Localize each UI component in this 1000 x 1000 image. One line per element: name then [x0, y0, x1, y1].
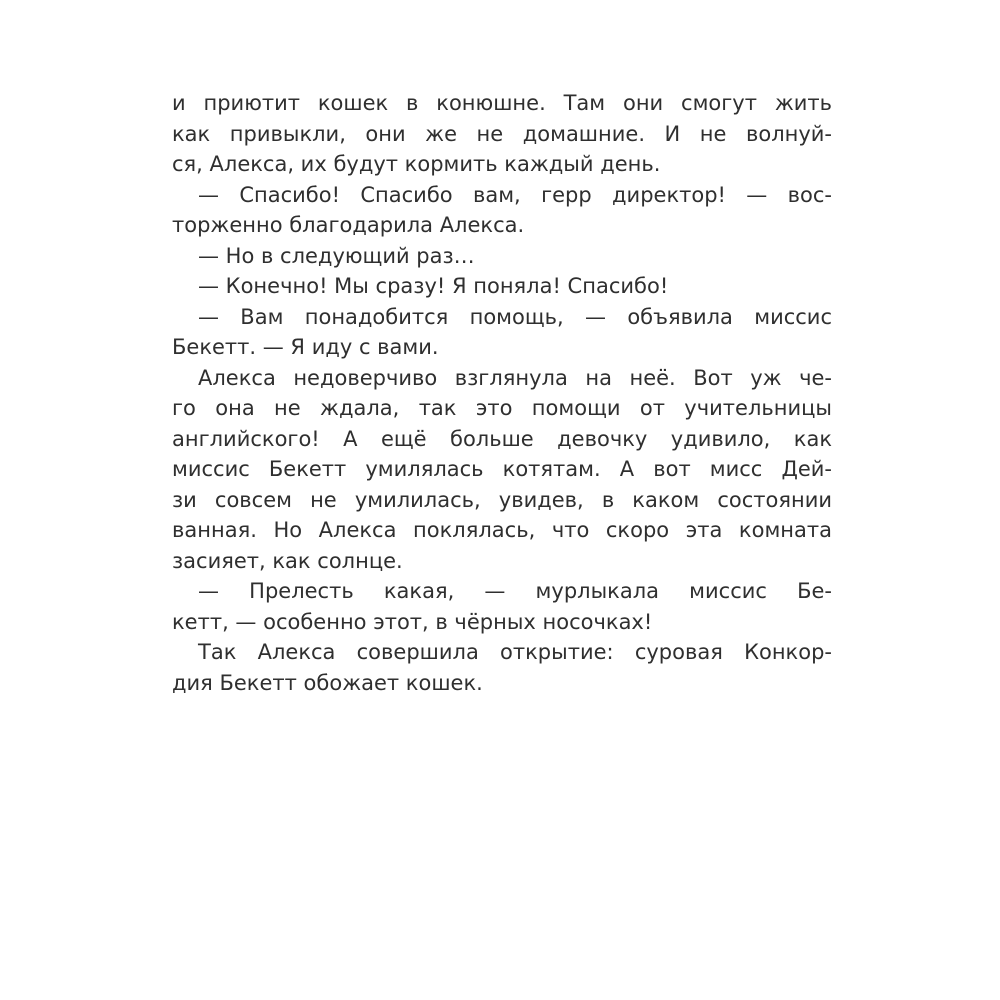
text-line: — Конечно! Мы сразу! Я поняла! Спасибо!	[198, 274, 669, 298]
text-line: кетт, — особенно этот, в чёрных носочках!	[172, 609, 653, 634]
text-line: — Вам понадобится помощь, — объявила миссис	[198, 304, 832, 329]
text-line: как привыкли, они же не домашние. И не волнуй-	[172, 121, 832, 146]
text-line: ся, Алекса, их будут кормить каждый день.	[172, 152, 661, 176]
text-line: торженно благодарила Алекса.	[172, 213, 525, 237]
text-line: — Но в следующий раз…	[198, 243, 475, 268]
text-line: Алекса недоверчиво взглянула на неё. Вот уж че-	[198, 365, 832, 390]
text-line: засияет, как солнце.	[172, 548, 403, 573]
text-line: дия Бекетт обожает кошек.	[172, 670, 483, 695]
text-line: Так Алекса совершила открытие: суровая Конкор-	[198, 640, 832, 664]
text-line: го она не ждала, так это помощи от учительницы	[172, 396, 832, 420]
text-line: Бекетт. — Я иду с вами.	[172, 335, 439, 359]
text-line: и приютит кошек в конюшне. Там они смогут жить	[172, 91, 832, 115]
text-line: зи совсем не умилилась, увидев, в каком состоянии	[172, 487, 832, 512]
text-line: английского! А ещё больше девочку удивило, как	[172, 426, 832, 451]
text-line: миссис Бекетт умилялась котятам. А вот мисс Дей-	[172, 457, 832, 481]
page-text	[172, 88, 832, 698]
text-line: — Прелесть какая, — мурлыкала миссис Бе-	[198, 579, 832, 603]
text-line: ванная. Но Алекса поклялась, что скоро эта комната	[172, 518, 832, 542]
text-line: — Спасибо! Спасибо вам, герр директор! — вос-	[198, 182, 832, 207]
